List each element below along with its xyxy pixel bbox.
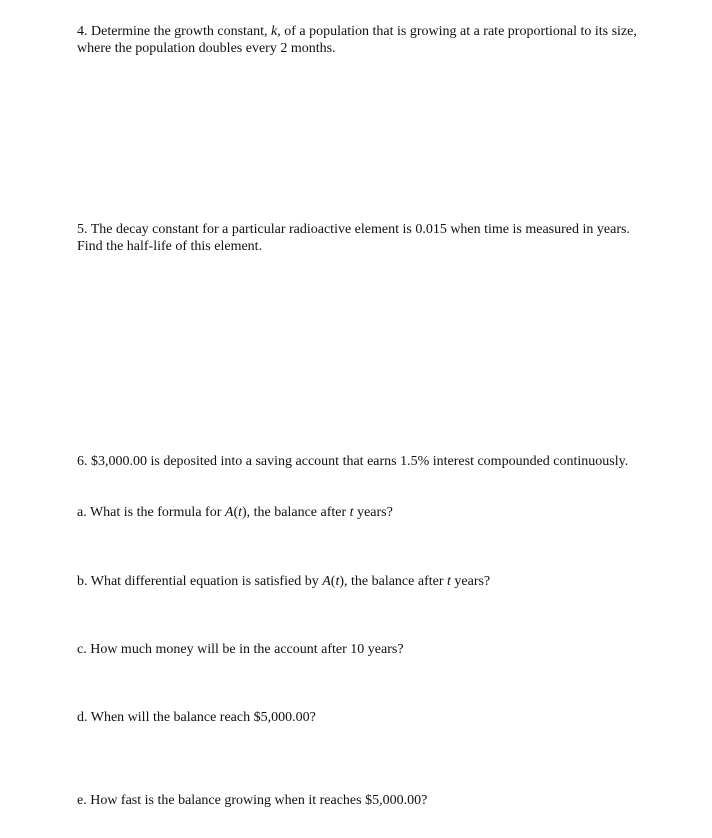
question-6c: c. How much money will be in the account after 10 years? — [77, 642, 404, 657]
question-5: 5. The decay constant for a particular radioactive element is 0.015 when time is measured in years. Find the half-life of this element. — [77, 222, 630, 254]
question-4-var-k: k — [271, 24, 278, 39]
question-6a-var-t: t — [238, 505, 242, 520]
question-6a-close-paren: ) — [242, 505, 247, 520]
question-4 — [77, 23, 637, 57]
question-6a — [77, 504, 393, 521]
question-6a-open-paren: ( — [233, 505, 239, 520]
question-6a-middle: , the balance after — [246, 505, 350, 520]
question-6b-var-t: t — [335, 574, 340, 589]
question-6b-suffix: years? — [450, 574, 491, 589]
question-6b-prefix: b. What differential equation is satisfied by — [77, 574, 323, 589]
question-6a-suffix: years? — [353, 505, 393, 520]
question-4-suffix: , of a population that is growing at a rate proportional to its size, where the population doubles every 2 months. — [77, 24, 637, 56]
question-6b-var-t2: t — [447, 574, 451, 589]
question-6a-var-t2: t — [349, 505, 354, 520]
question-6-intro: 6. $3,000.00 is deposited into a saving account that earns 1.5% interest compounded continuously. — [77, 454, 629, 469]
question-6a-prefix: a. What is the formula for — [77, 505, 225, 520]
question-6b-func: A — [322, 574, 331, 589]
question-6b-open-paren: ( — [330, 574, 336, 589]
question-4-prefix: 4. Determine the growth constant, — [77, 24, 272, 39]
question-6a-func: A — [224, 505, 234, 520]
question-6d: d. When will the balance reach $5,000.00? — [77, 710, 316, 725]
question-6b-close-paren: ) — [339, 574, 344, 589]
question-6e: e. How fast is the balance growing when it reaches $5,000.00? — [77, 793, 428, 808]
question-6b — [77, 573, 490, 590]
question-6b-middle: , the balance after — [344, 574, 447, 589]
